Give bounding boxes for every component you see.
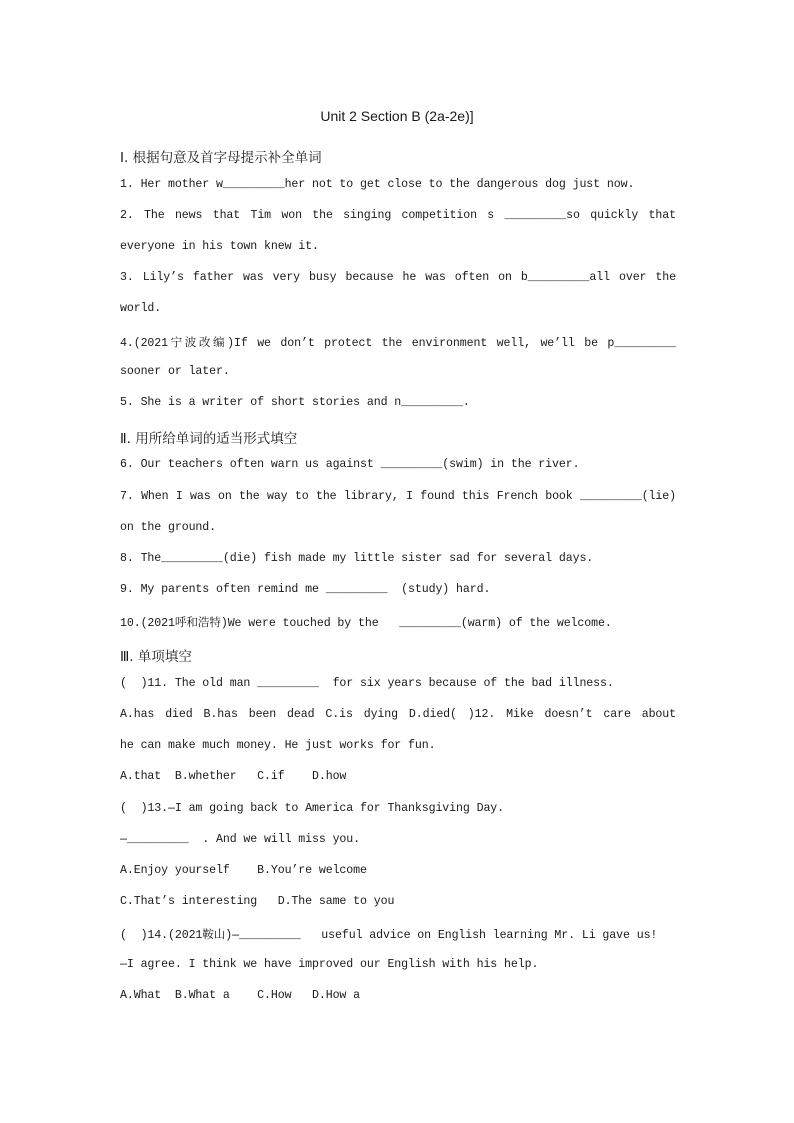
- question-line: on the ground.: [120, 521, 217, 534]
- page-title: Unit 2 Section B (2a-2e)]: [320, 108, 474, 124]
- section-heading-1: Ⅰ. 根据句意及首字母提示补全单词: [120, 150, 322, 166]
- answer-options: A.that B.whether C.if D.how: [120, 770, 347, 783]
- question-line: 4.(2021宁波改编)If we don’t protect the environment well, we’ll be p_________: [120, 337, 676, 350]
- question-line: sooner or later.: [120, 365, 230, 378]
- answer-options: C.That’s interesting D.The same to you: [120, 895, 395, 908]
- question-line: 6. Our teachers often warn us against _________(swim) in the river.: [120, 458, 580, 471]
- question-line: ( )13.—I am going back to America for Thanksgiving Day.: [120, 802, 505, 815]
- question-line: 2. The news that Tim won the singing competition s _________so quickly that: [120, 209, 676, 222]
- question-line: he can make much money. He just works for fun.: [120, 739, 436, 752]
- question-line: —_________ . And we will miss you.: [120, 833, 361, 846]
- question-line: 3. Lily’s father was very busy because he was often on b_________all over the: [120, 271, 676, 284]
- question-line: 5. She is a writer of short stories and n_________.: [120, 396, 470, 409]
- question-line: 1. Her mother w_________her not to get close to the dangerous dog just now.: [120, 178, 635, 191]
- question-line: —I agree. I think we have improved our English with his help.: [120, 958, 539, 971]
- question-line: everyone in his town knew it.: [120, 240, 319, 253]
- question-line: A.has died B.has been dead C.is dying D.died( )12. Mike doesn’t care about: [120, 708, 676, 721]
- question-line: 10.(2021呼和浩特)We were touched by the _________(warm) of the welcome.: [120, 617, 612, 630]
- answer-options: A.What B.What a C.How D.How a: [120, 989, 361, 1002]
- question-line: world.: [120, 302, 162, 315]
- section-heading-2: Ⅱ. 用所给单词的适当形式填空: [120, 431, 298, 447]
- question-line: ( )14.(2021鞍山)—_________ useful advice on English learning Mr. Li gave us!: [120, 929, 658, 942]
- question-line: 8. The_________(die) fish made my little sister sad for several days.: [120, 552, 594, 565]
- section-heading-3: Ⅲ. 单项填空: [120, 649, 192, 665]
- question-line: 7. When I was on the way to the library, I found this French book _________(lie): [120, 490, 676, 503]
- answer-options: A.Enjoy yourself B.You’re welcome: [120, 864, 367, 877]
- question-line: ( )11. The old man _________ for six years because of the bad illness.: [120, 677, 614, 690]
- question-line: 9. My parents often remind me _________ (study) hard.: [120, 583, 491, 596]
